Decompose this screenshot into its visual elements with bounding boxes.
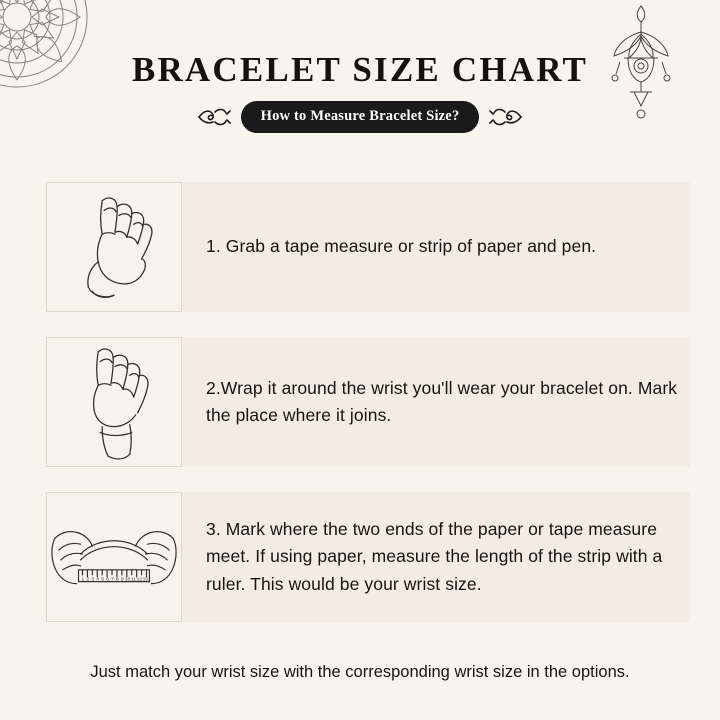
ruler-measuring-strip-icon [47,492,181,622]
svg-text:3: 3 [91,577,95,583]
hand-with-tape-icon [47,337,181,467]
flourish-left-icon [197,106,231,128]
flourish-right-icon [489,106,523,128]
svg-text:1: 1 [81,577,85,583]
svg-text:6: 6 [106,577,109,583]
svg-text:2: 2 [86,577,90,583]
steps-list [0,182,720,647]
step-image-2 [46,337,182,467]
svg-text:7: 7 [111,577,114,583]
svg-text:11: 11 [130,577,136,583]
svg-text:9: 9 [120,577,124,583]
svg-text:8: 8 [115,577,119,583]
step-text-3: 3. Mark where the two ends of the paper or tape measure meet. If using paper, measure the length of the strip with a ruler. This would be your wrist size. [206,519,663,594]
list-item [0,182,720,312]
svg-text:5: 5 [101,577,104,583]
document-header [0,52,720,133]
step-image-3 [46,492,182,622]
svg-text:10: 10 [124,577,131,583]
subtitle-badge: How to Measure Bracelet Size? [241,101,480,133]
footer-note: Just match your wrist size with the corresponding wrist size in the options. [90,663,630,681]
step-text-2: 2.Wrap it around the wrist you'll wear your bracelet on. Mark the place where it joins. [206,377,678,425]
svg-text:13: 13 [142,577,149,583]
list-item [0,492,720,622]
svg-text:12: 12 [136,577,143,583]
step-image-1 [46,182,182,312]
svg-text:4: 4 [96,577,99,583]
step-text-1: 1. Grab a tape measure or strip of paper and pen. [206,236,597,257]
subtitle-row [0,101,720,133]
list-item [0,337,720,467]
closed-fist-icon [47,182,181,312]
page-title: BRACELET SIZE CHART [131,50,589,89]
